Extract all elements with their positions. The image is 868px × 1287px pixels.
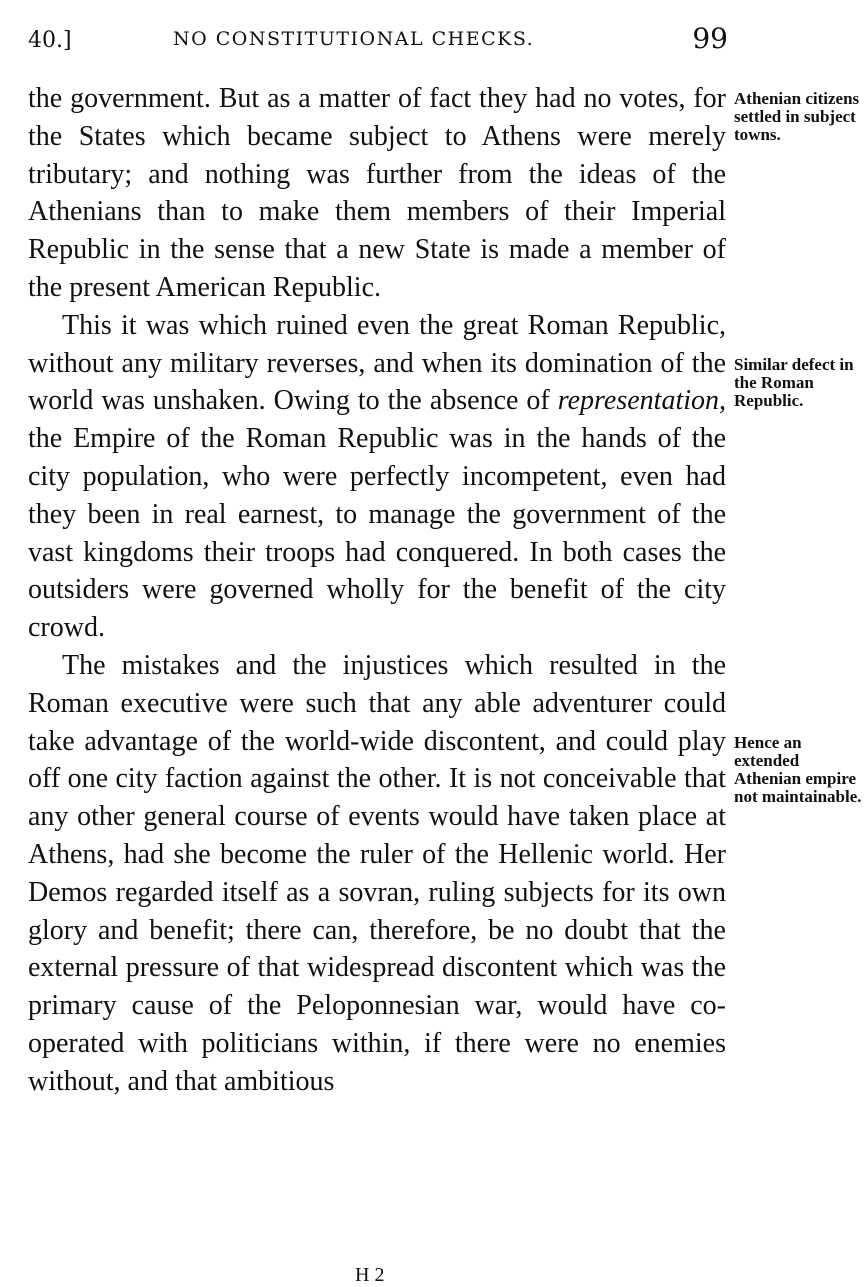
- section-number: 40.]: [28, 28, 72, 53]
- margin-note-athenian-citizens: Athenian citizens settled in subject towns.: [734, 89, 860, 144]
- running-header: [28, 22, 728, 62]
- body-text: [28, 80, 726, 1101]
- paragraph-3-text: The mistakes and the injustices which resulted in the Roman executive were such that any able adventurer could take advantage of the world-wide discontent, and could play off one city faction against the other. It is not conceivable that any other general course of events would have taken place at Athens, had she become the ruler of the Hellenic world. Her Demos regarded itself as a sovran, ruling subjects for its own glory and benefit; there can, therefore, be no doubt that the external pressure of that widespread discontent which was the primary cause of the Peloponnesian war, would have co-operated with politicians within, if there were no enemies without, and that ambitious: [28, 649, 726, 1097]
- paragraph-1: [28, 80, 726, 307]
- paragraph-3: [28, 647, 726, 1101]
- paragraph-2: [28, 307, 726, 647]
- margin-note-empire-not-maintainable: Hence an extended Athenian empire not maintainable.: [734, 733, 862, 806]
- running-title: NO CONSTITUTIONAL CHECKS.: [173, 28, 535, 50]
- page-number: 99: [692, 22, 728, 55]
- emphasis-representation: representation,: [557, 385, 726, 417]
- margin-note-roman-defect: Similar defect in the Roman Republic.: [734, 355, 854, 410]
- paragraph-1-text: the government. But as a matter of fact they had no votes, for the States which became subject to Athens were merely tributary; and nothing was further from the ideas of the Athenians than to make them members of their Imperial Republic in the sense that a new State is made a member of the present American Republic.: [28, 83, 726, 303]
- paragraph-2-text-start: This it was which ruined even the great Roman Republic, without any military reverses, and when its domination of the world was unshaken. Owing to the absence of: [28, 309, 726, 417]
- paragraph-2-text-end: the Empire of the Roman Republic was in the hands of the city population, who were perfectly incompetent, even had they been in real earnest, to manage the government of the vast kingdoms their troops had conquered. In both cases the outsiders were governed wholly for the benefit of the city crowd.: [28, 423, 726, 644]
- signature-mark: H 2: [355, 1264, 385, 1286]
